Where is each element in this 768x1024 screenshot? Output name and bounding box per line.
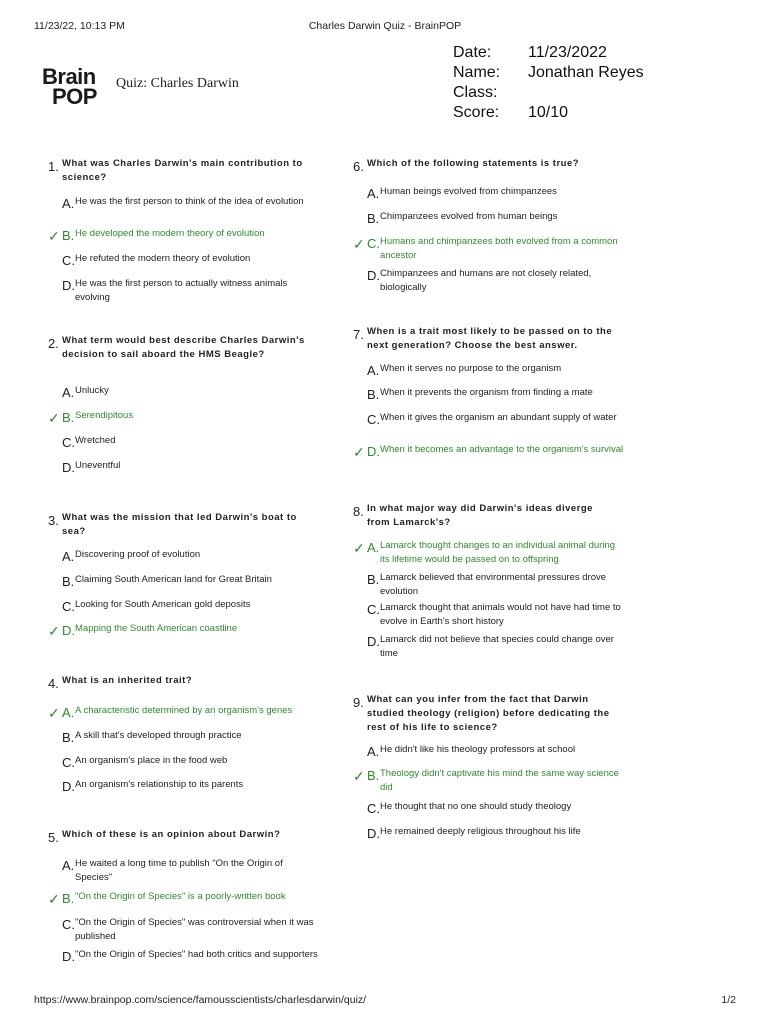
- answer-letter: C.: [367, 236, 380, 251]
- question-number: 2.: [48, 336, 59, 351]
- answer-letter: A.: [367, 363, 380, 378]
- answer-letter: C.: [367, 801, 380, 816]
- answer-letter: A.: [62, 196, 75, 211]
- answer-letter: B.: [62, 410, 75, 425]
- question-text: What was Charles Darwin's main contribution to science?: [62, 158, 303, 183]
- question-number: 3.: [48, 513, 59, 528]
- question-number: 6.: [353, 159, 364, 174]
- answer-letter: B.: [62, 228, 75, 243]
- correct-check-icon: ✓: [353, 236, 365, 252]
- answer-text: An organism's relationship to its parents: [75, 779, 244, 790]
- correct-check-icon: ✓: [48, 410, 60, 426]
- quiz-title: Quiz: Charles Darwin: [116, 76, 239, 91]
- question-text: What is an inherited trait?: [62, 675, 193, 686]
- answer-text: Human beings evolved from chimpanzees: [380, 186, 557, 197]
- info-row-class: [453, 84, 693, 104]
- answer-text: He remained deeply religious throughout his life: [380, 826, 581, 837]
- info-label: Name:: [453, 64, 501, 81]
- answer-text: Chimpanzees and humans are not closely related, biologically: [380, 268, 592, 293]
- info-value: 10/10: [528, 104, 569, 121]
- answer-text: He didn't like his theology professors at school: [380, 744, 576, 755]
- answer-text: Lamarck believed that environmental pressures drove evolution: [380, 572, 607, 597]
- answer-text: Wretched: [75, 435, 116, 446]
- answer-text: "On the Origin of Species" had both critics and supporters: [75, 949, 318, 960]
- correct-check-icon: ✓: [48, 228, 60, 244]
- correct-check-icon: ✓: [353, 768, 365, 784]
- print-page-title: Charles Darwin Quiz - BrainPOP: [308, 20, 462, 32]
- info-label: Score:: [453, 104, 500, 121]
- answer-letter: C.: [62, 755, 75, 770]
- question-number: 5.: [48, 830, 59, 845]
- answer-letter: C.: [62, 435, 75, 450]
- answer-text: When it prevents the organism from finding a mate: [380, 387, 593, 398]
- question-text: What can you infer from the fact that Darwin studied theology (religion) before dedicating the rest of his life to science?: [367, 694, 610, 733]
- info-label: Class:: [453, 84, 498, 101]
- answer-text: Looking for South American gold deposits: [75, 599, 251, 610]
- question-text: Which of these is an opinion about Darwin?: [62, 829, 281, 840]
- answer-text: An organism's place in the food web: [75, 755, 228, 766]
- answer-text: Claiming South American land for Great Britain: [75, 574, 272, 585]
- answer-letter: C.: [62, 599, 75, 614]
- answer-letter: B.: [62, 574, 75, 589]
- answer-text: A skill that's developed through practice: [75, 730, 242, 741]
- answer-text: Unlucky: [75, 385, 109, 396]
- answer-letter: D.: [367, 826, 380, 841]
- answer-text: He was the first person to think of the idea of evolution: [75, 196, 304, 207]
- answer-text: Lamarck did not believe that species could change over time: [380, 634, 614, 659]
- answer-letter: D.: [367, 634, 380, 649]
- answer-text: Humans and chimpanzees both evolved from a common ancestor: [380, 236, 618, 261]
- answer-letter: A.: [62, 385, 75, 400]
- logo-brain-text: Brain: [42, 64, 96, 89]
- answer-text: He refuted the modern theory of evolution: [75, 253, 251, 264]
- answer-letter: B.: [367, 211, 380, 226]
- answer-text: Lamarck thought that animals would not have had time to evolve in Earth's short history: [380, 602, 621, 627]
- question-text: What was the mission that led Darwin's boat to sea?: [62, 512, 297, 537]
- answer-text: He thought that no one should study theology: [380, 801, 572, 812]
- print-footer: [34, 994, 736, 1008]
- answer-letter: B.: [62, 730, 75, 745]
- info-row-name: [453, 64, 693, 84]
- answer-letter: D.: [62, 460, 75, 475]
- answer-text: Lamarck thought changes to an individual animal during its lifetime would be passed on to offspring: [380, 540, 616, 565]
- question-number: 9.: [353, 695, 364, 710]
- print-datetime: 11/23/22, 10:13 PM: [34, 20, 125, 32]
- answer-text: When it serves no purpose to the organism: [380, 363, 562, 374]
- answer-letter: D.: [62, 949, 75, 964]
- print-page-number: 1/2: [721, 994, 736, 1006]
- answer-letter: A.: [62, 858, 75, 873]
- answer-letter: B.: [367, 387, 380, 402]
- answer-text: When it gives the organism an abundant supply of water: [380, 412, 617, 423]
- answer-letter: A.: [367, 744, 380, 759]
- answer-letter: A.: [367, 540, 380, 555]
- answer-letter: B.: [367, 768, 380, 783]
- answer-letter: C.: [367, 602, 380, 617]
- answer-letter: B.: [367, 572, 380, 587]
- answer-text: He developed the modern theory of evolution: [75, 228, 265, 239]
- correct-check-icon: ✓: [353, 444, 365, 460]
- correct-check-icon: ✓: [48, 623, 60, 639]
- info-row-date: [453, 44, 693, 64]
- question-number: 8.: [353, 504, 364, 519]
- info-label: Date:: [453, 44, 492, 61]
- answer-letter: D.: [62, 779, 75, 794]
- brainpop-logo: [42, 66, 108, 110]
- answer-letter: C.: [62, 253, 75, 268]
- answer-letter: A.: [367, 186, 380, 201]
- answer-text: He was the first person to actually witness animals evolving: [75, 278, 288, 303]
- answer-text: A characteristic determined by an organism's genes: [75, 705, 293, 716]
- answer-letter: C.: [62, 917, 75, 932]
- correct-check-icon: ✓: [48, 705, 60, 721]
- print-header: [34, 20, 736, 34]
- answer-letter: D.: [62, 623, 75, 638]
- answer-text: "On the Origin of Species" is a poorly-written book: [75, 891, 286, 902]
- answer-text: Theology didn't captivate his mind the same way science did: [380, 768, 619, 793]
- answer-text: When it becomes an advantage to the organism's survival: [380, 444, 624, 455]
- logo-pop-text: POP: [52, 84, 97, 109]
- info-value: Jonathan Reyes: [528, 64, 644, 81]
- question-text: In what major way did Darwin's ideas diverge from Lamarck's?: [367, 503, 593, 528]
- answer-text: He waited a long time to publish "On the Origin of Species": [75, 858, 283, 883]
- answer-text: Serendipitous: [75, 410, 134, 421]
- answer-letter: B.: [62, 891, 75, 906]
- answer-letter: D.: [62, 278, 75, 293]
- correct-check-icon: ✓: [353, 540, 365, 556]
- info-value: 11/23/2022: [528, 44, 607, 61]
- question-text: When is a trait most likely to be passed on to the next generation? Choose the best answer.: [367, 326, 613, 351]
- answer-text: Discovering proof of evolution: [75, 549, 201, 560]
- question-number: 1.: [48, 159, 59, 174]
- student-info: [453, 44, 693, 124]
- answer-letter: D.: [367, 444, 380, 459]
- answer-letter: C.: [367, 412, 380, 427]
- answer-text: Mapping the South American coastline: [75, 623, 238, 634]
- answer-letter: A.: [62, 705, 75, 720]
- question-text: What term would best describe Charles Darwin's decision to sail aboard the HMS Beagle?: [62, 335, 305, 360]
- correct-check-icon: ✓: [48, 891, 60, 907]
- question-text: Which of the following statements is true?: [367, 158, 580, 169]
- question-number: 7.: [353, 327, 364, 342]
- answer-text: Uneventful: [75, 460, 121, 471]
- question-number: 4.: [48, 676, 59, 691]
- answer-text: Chimpanzees evolved from human beings: [380, 211, 558, 222]
- answer-text: "On the Origin of Species" was controversial when it was published: [75, 917, 314, 942]
- info-row-score: [453, 104, 693, 124]
- print-url: https://www.brainpop.com/science/famousscientists/charlesdarwin/quiz/: [34, 994, 367, 1006]
- answer-letter: A.: [62, 549, 75, 564]
- answer-letter: D.: [367, 268, 380, 283]
